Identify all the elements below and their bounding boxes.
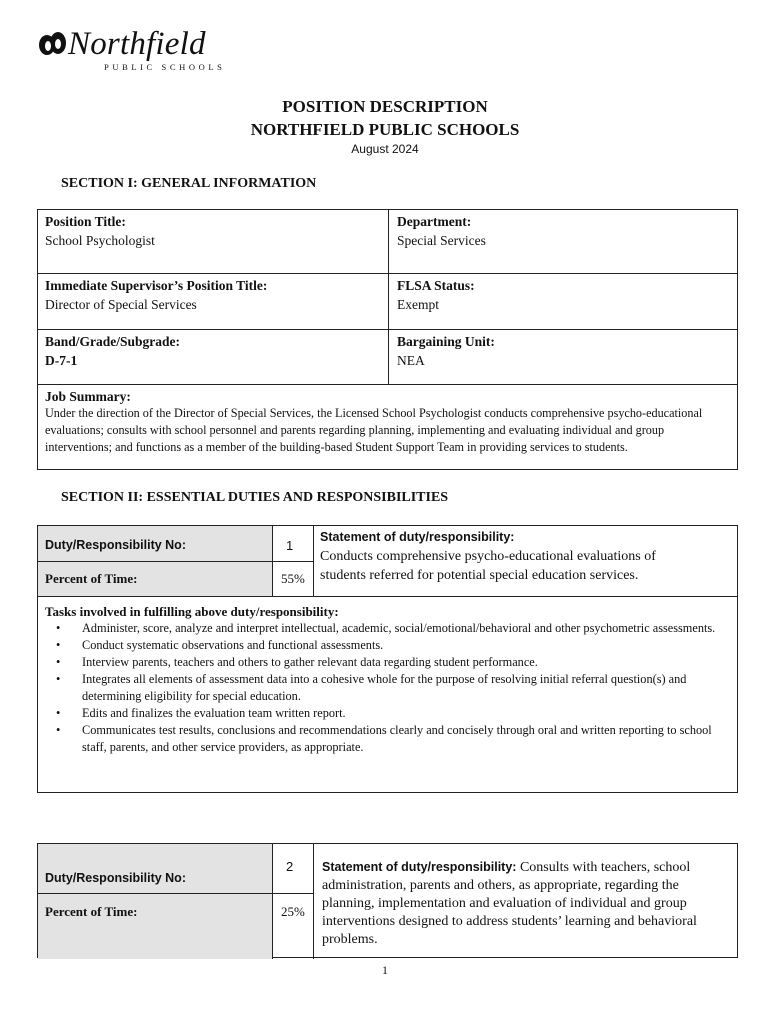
- section-1-title: SECTION I: GENERAL INFORMATION: [61, 176, 317, 191]
- cell-divider: [313, 844, 314, 959]
- cell-divider: [38, 561, 314, 562]
- percent-time-value: 25%: [281, 904, 305, 919]
- tasks-label: Tasks involved in fulfilling above duty/responsibility:: [45, 604, 339, 619]
- bullet-icon: •: [56, 706, 61, 720]
- general-information-table: [37, 209, 738, 470]
- statement-label: Statement of duty/responsibility:: [322, 860, 517, 874]
- bargaining-value: NEA: [397, 353, 425, 368]
- duty-block-1: [37, 525, 738, 793]
- band-cell: [45, 332, 180, 370]
- statement-text: Consults with teachers, school administration, parents and others, as appropriate, regarding the planning, implementation and evaluation of individual and group interventions designed to address students’ learning and behavioral problems.: [322, 860, 697, 947]
- bullet-icon: •: [56, 655, 61, 669]
- duty-block-2: [37, 843, 738, 958]
- statement-text: Conducts comprehensive psycho-educational evaluations of students referred for potential special education services.: [320, 549, 656, 583]
- statement-label: Statement of duty/responsibility:: [320, 530, 515, 544]
- bullet-icon: •: [56, 638, 61, 652]
- row-divider: [38, 384, 737, 385]
- task-item: [45, 705, 735, 722]
- band-label: Band/Grade/Subgrade:: [45, 334, 181, 349]
- section-2-title: SECTION II: ESSENTIAL DUTIES AND RESPONSIBILITIES: [61, 490, 449, 505]
- logo-subtitle: PUBLIC SCHOOLS: [104, 62, 226, 72]
- duty-number-value: 2: [286, 859, 294, 874]
- job-summary: [45, 388, 729, 456]
- percent-time-label: Percent of Time:: [45, 904, 138, 919]
- supervisor-label: Immediate Supervisor’s Position Title:: [45, 278, 268, 293]
- bargaining-cell: [397, 332, 495, 370]
- job-summary-text: Under the direction of the Director of Special Services, the Licensed School Psychologist conducts comprehensive psycho-educational evaluations; consults with school personnel and parents regarding planning, implementing and evaluating individual and group interventions; and functions as a member of the building-based Student Support Team in providing services to students.: [45, 406, 703, 454]
- task-text: Conduct systematic observations and functional assessments.: [82, 638, 384, 652]
- task-text: Administer, score, analyze and interpret intellectual, academic, social/emotional/behavioral and other psychometric assessments.: [82, 621, 716, 635]
- logo-wordmark: Northfield: [68, 26, 206, 62]
- duty-statement: [322, 858, 730, 949]
- flsa-label: FLSA Status:: [397, 278, 475, 293]
- task-text: Edits and finalizes the evaluation team written report.: [82, 706, 346, 720]
- column-divider: [388, 210, 389, 384]
- supervisor-cell: [45, 276, 267, 314]
- position-title-cell: [45, 212, 155, 250]
- organization-name: NORTHFIELD PUBLIC SCHOOLS: [250, 120, 520, 139]
- position-title-label: Position Title:: [45, 214, 126, 229]
- duty-statement: [320, 528, 690, 585]
- position-title-value: School Psychologist: [45, 233, 155, 248]
- task-item: [45, 671, 735, 705]
- flsa-cell: [397, 276, 475, 314]
- bullet-icon: •: [56, 723, 61, 737]
- document-date: August 2024: [351, 142, 419, 156]
- task-text: Communicates test results, conclusions and recommendations clearly and concisely through oral and written reporting to school staff, parents, and other service providers, as appropriate.: [82, 723, 712, 754]
- task-text: Integrates all elements of assessment data into a cohesive whole for the purpose of resolving initial referral question(s) and determining eligibility for special education.: [82, 672, 687, 703]
- bullet-icon: •: [56, 621, 61, 635]
- duty-number-value: 1: [286, 538, 294, 553]
- task-item: [45, 637, 735, 654]
- row-divider: [38, 329, 737, 330]
- cell-divider: [38, 596, 737, 597]
- percent-time-value: 55%: [281, 571, 305, 586]
- percent-time-label: Percent of Time:: [45, 571, 138, 586]
- department-cell: [397, 212, 486, 250]
- duty-label-shading: [38, 844, 272, 959]
- department-label: Department:: [397, 214, 472, 229]
- task-item: [45, 722, 735, 756]
- bargaining-label: Bargaining Unit:: [397, 334, 495, 349]
- job-summary-label: Job Summary:: [45, 389, 131, 404]
- duty-number-label: Duty/Responsibility No:: [45, 538, 186, 552]
- flsa-value: Exempt: [397, 297, 439, 312]
- task-list: [45, 620, 735, 756]
- northfield-logo: [36, 26, 266, 76]
- document-title: POSITION DESCRIPTION: [282, 97, 488, 116]
- tasks-section: [45, 603, 735, 756]
- logo-emblem-icon: [36, 30, 70, 58]
- band-value: D-7-1: [45, 353, 78, 368]
- cell-divider: [38, 893, 314, 894]
- cell-divider: [272, 844, 273, 959]
- department-value: Special Services: [397, 233, 486, 248]
- task-text: Interview parents, teachers and others to gather relevant data regarding student performance.: [82, 655, 538, 669]
- task-item: [45, 620, 735, 637]
- supervisor-value: Director of Special Services: [45, 297, 197, 312]
- page-number: 1: [382, 963, 388, 977]
- duty-number-label: Duty/Responsibility No:: [45, 871, 186, 885]
- row-divider: [38, 273, 737, 274]
- task-item: [45, 654, 735, 671]
- bullet-icon: •: [56, 672, 61, 686]
